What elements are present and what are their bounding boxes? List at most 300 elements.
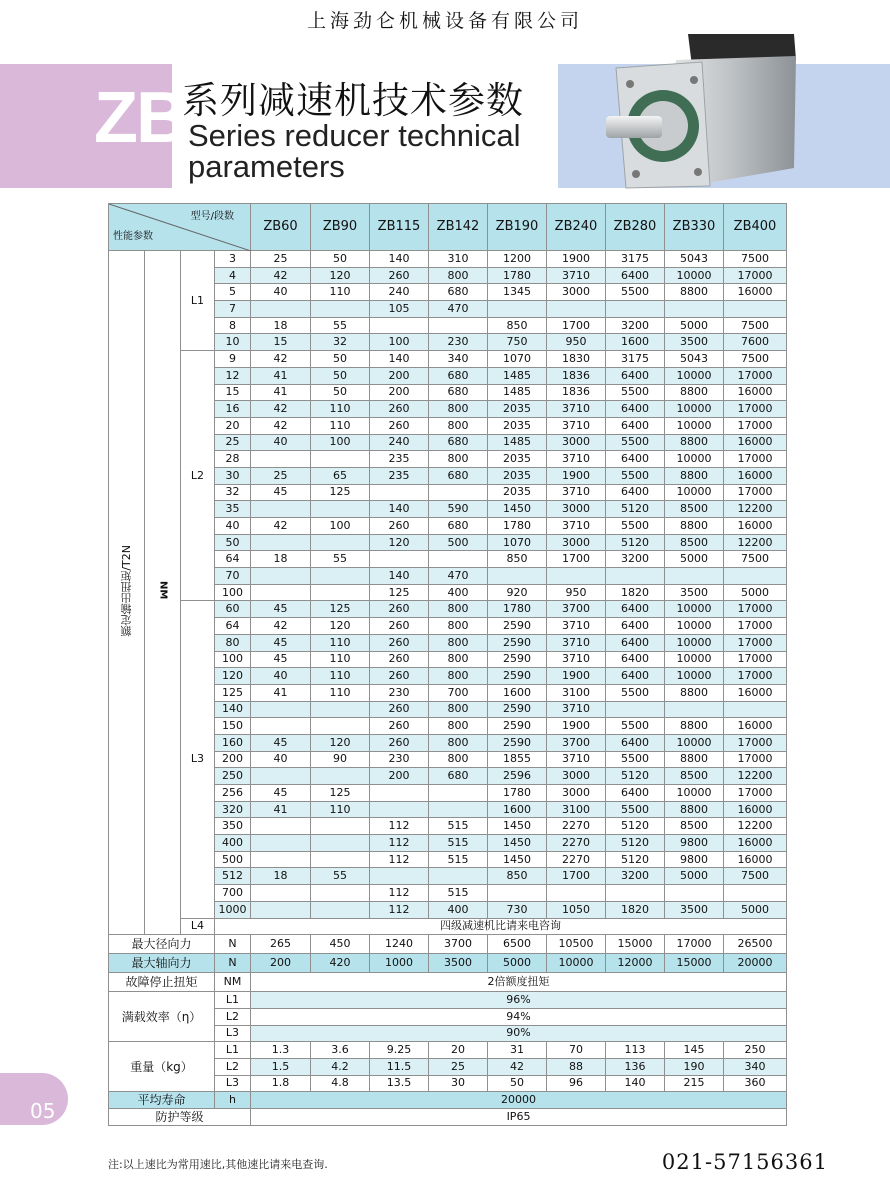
torque-value: 12200 (724, 501, 787, 518)
torque-value: 6400 (606, 734, 665, 751)
ratio-cell: 200 (215, 751, 251, 768)
torque-value: 3710 (547, 417, 606, 434)
torque-value: 112 (370, 818, 429, 835)
torque-value: 16000 (724, 801, 787, 818)
torque-value: 7600 (724, 334, 787, 351)
torque-value (311, 835, 370, 852)
torque-value: 6400 (606, 401, 665, 418)
torque-value: 40 (251, 284, 311, 301)
ratio-cell: 80 (215, 634, 251, 651)
torque-value: 3000 (547, 501, 606, 518)
weight-value: 190 (665, 1058, 724, 1075)
torque-value (665, 701, 724, 718)
torque-value: 17000 (724, 451, 787, 468)
torque-value: 16000 (724, 835, 787, 852)
torque-value: 2035 (488, 467, 547, 484)
torque-value: 6400 (606, 267, 665, 284)
torque-value (251, 851, 311, 868)
unit-cell: NM (215, 973, 251, 992)
torque-value: 2270 (547, 818, 606, 835)
torque-value: 3710 (547, 518, 606, 535)
torque-value: 470 (429, 568, 488, 585)
torque-value: 1450 (488, 851, 547, 868)
torque-value: 42 (251, 417, 311, 434)
weight-value: 250 (724, 1042, 787, 1059)
stage-label: L1 (215, 1042, 251, 1059)
torque-value (606, 701, 665, 718)
torque-value: 850 (488, 317, 547, 334)
torque-value: 230 (370, 684, 429, 701)
torque-value: 125 (370, 584, 429, 601)
torque-value: 850 (488, 868, 547, 885)
torque-value: 260 (370, 618, 429, 635)
force-value: 420 (311, 954, 370, 973)
torque-value: 1700 (547, 317, 606, 334)
torque-value: 260 (370, 601, 429, 618)
torque-value: 1700 (547, 551, 606, 568)
torque-value: 55 (311, 868, 370, 885)
weight-value: 50 (488, 1075, 547, 1092)
torque-value: 800 (429, 601, 488, 618)
ratio-cell: 20 (215, 417, 251, 434)
torque-value: 5043 (665, 251, 724, 268)
torque-value: 8500 (665, 534, 724, 551)
torque-value: 800 (429, 417, 488, 434)
torque-value: 920 (488, 584, 547, 601)
torque-value: 1600 (606, 334, 665, 351)
torque-value: 16000 (724, 684, 787, 701)
ratio-cell: 100 (215, 651, 251, 668)
torque-value: 3175 (606, 351, 665, 368)
force-value: 1000 (370, 954, 429, 973)
torque-value: 25 (251, 467, 311, 484)
title-english-line2: parameters (188, 149, 345, 184)
torque-value: 5500 (606, 718, 665, 735)
torque-value: 235 (370, 451, 429, 468)
torque-value: 6400 (606, 651, 665, 668)
torque-value (311, 768, 370, 785)
weight-value: 88 (547, 1058, 606, 1075)
weight-value: 140 (606, 1075, 665, 1092)
torque-value: 2035 (488, 401, 547, 418)
torque-value: 800 (429, 718, 488, 735)
model-header: ZB330 (665, 204, 724, 251)
torque-value: 10000 (665, 634, 724, 651)
torque-value: 65 (311, 467, 370, 484)
ratio-cell: 3 (215, 251, 251, 268)
weight-value: 113 (606, 1042, 665, 1059)
stage-label: L1 (215, 992, 251, 1009)
weight-value: 9.25 (370, 1042, 429, 1059)
torque-value: 10000 (665, 451, 724, 468)
torque-value: 3000 (547, 785, 606, 802)
force-value: 10000 (547, 954, 606, 973)
torque-value: 515 (429, 835, 488, 852)
torque-value: 17000 (724, 401, 787, 418)
torque-row (109, 601, 787, 618)
torque-value: 3000 (547, 284, 606, 301)
torque-value: 45 (251, 634, 311, 651)
ratio-cell: 60 (215, 601, 251, 618)
ratio-cell: 64 (215, 551, 251, 568)
torque-value: 2270 (547, 851, 606, 868)
torque-value: 6400 (606, 618, 665, 635)
torque-value: 730 (488, 901, 547, 918)
torque-value: 260 (370, 668, 429, 685)
torque-value: 1485 (488, 384, 547, 401)
torque-value: 16000 (724, 851, 787, 868)
torque-value: 42 (251, 401, 311, 418)
torque-value (547, 885, 606, 902)
torque-value: 3710 (547, 701, 606, 718)
torque-value: 10000 (665, 367, 724, 384)
torque-value (311, 501, 370, 518)
torque-value: 400 (429, 584, 488, 601)
torque-value: 5000 (724, 901, 787, 918)
torque-value: 15 (251, 334, 311, 351)
torque-value: 17000 (724, 734, 787, 751)
weight-value: 1.5 (251, 1058, 311, 1075)
torque-value: 9800 (665, 851, 724, 868)
torque-value: 2035 (488, 417, 547, 434)
torque-value (665, 568, 724, 585)
torque-value: 800 (429, 751, 488, 768)
torque-value: 2590 (488, 701, 547, 718)
torque-value: 680 (429, 367, 488, 384)
torque-value: 140 (370, 568, 429, 585)
torque-value: 1900 (547, 668, 606, 685)
stage-label: L3 (215, 1025, 251, 1042)
torque-value (724, 885, 787, 902)
torque-value: 16000 (724, 284, 787, 301)
torque-value: 41 (251, 384, 311, 401)
torque-value: 1700 (547, 868, 606, 885)
torque-value: 850 (488, 551, 547, 568)
planetary-reducer-image (606, 26, 806, 196)
torque-value: 2590 (488, 718, 547, 735)
weight-value: 4.2 (311, 1058, 370, 1075)
weight-value: 25 (429, 1058, 488, 1075)
torque-value: 3700 (547, 734, 606, 751)
torque-value: 125 (311, 484, 370, 501)
torque-value: 950 (547, 334, 606, 351)
torque-value: 110 (311, 684, 370, 701)
title-chinese: 系列减速机技术参数 (182, 79, 524, 122)
weight-value: 42 (488, 1058, 547, 1075)
model-header: ZB280 (606, 204, 665, 251)
torque-value: 2590 (488, 634, 547, 651)
torque-value: 16000 (724, 518, 787, 535)
ratio-cell: 140 (215, 701, 251, 718)
torque-value (251, 301, 311, 318)
torque-value: 800 (429, 734, 488, 751)
torque-value: 120 (311, 267, 370, 284)
torque-value: 2590 (488, 734, 547, 751)
ratio-cell: 28 (215, 451, 251, 468)
torque-value: 3710 (547, 451, 606, 468)
torque-value: 5500 (606, 434, 665, 451)
torque-value (311, 818, 370, 835)
torque-value: 230 (370, 751, 429, 768)
force-value: 3700 (429, 935, 488, 954)
header-diagonal-cell (109, 204, 251, 251)
torque-value: 10000 (665, 734, 724, 751)
unit-cell: N (215, 935, 251, 954)
torque-value: 3700 (547, 601, 606, 618)
torque-value: 200 (370, 768, 429, 785)
company-name: 上海劲仑机械设备有限公司 (306, 10, 583, 32)
torque-value (311, 534, 370, 551)
unit-cell: h (215, 1092, 251, 1109)
torque-value: 2035 (488, 484, 547, 501)
torque-value (606, 568, 665, 585)
torque-value: 1200 (488, 251, 547, 268)
torque-value: 8800 (665, 518, 724, 535)
weight-value: 215 (665, 1075, 724, 1092)
torque-value: 7500 (724, 251, 787, 268)
torque-unit: NM (157, 581, 169, 600)
torque-value: 6400 (606, 367, 665, 384)
torque-value: 1900 (547, 467, 606, 484)
torque-value: 6400 (606, 785, 665, 802)
ratio-cell: 1000 (215, 901, 251, 918)
torque-value (311, 451, 370, 468)
torque-value (429, 551, 488, 568)
force-value: 26500 (724, 935, 787, 954)
torque-value: 400 (429, 901, 488, 918)
torque-value: 1450 (488, 501, 547, 518)
torque-value: 8800 (665, 718, 724, 735)
service-life-label: 平均寿命 (109, 1092, 215, 1109)
torque-value: 200 (370, 367, 429, 384)
torque-value: 6400 (606, 601, 665, 618)
torque-value: 90 (311, 751, 370, 768)
torque-label: 额定输出扭矩/T2N (119, 544, 133, 637)
efficiency-value: 96% (251, 992, 787, 1009)
torque-value: 1070 (488, 351, 547, 368)
torque-value (606, 301, 665, 318)
torque-value: 235 (370, 467, 429, 484)
torque-value (370, 551, 429, 568)
torque-value: 7500 (724, 351, 787, 368)
torque-value: 10000 (665, 651, 724, 668)
torque-value: 1600 (488, 801, 547, 818)
torque-value: 5120 (606, 501, 665, 518)
torque-value: 3710 (547, 618, 606, 635)
torque-value: 230 (429, 334, 488, 351)
force-value: 265 (251, 935, 311, 954)
torque-value: 470 (429, 301, 488, 318)
torque-value (311, 584, 370, 601)
torque-value: 680 (429, 384, 488, 401)
torque-value: 10000 (665, 267, 724, 284)
torque-value: 8800 (665, 284, 724, 301)
torque-value (547, 301, 606, 318)
torque-value: 1450 (488, 835, 547, 852)
torque-value: 2590 (488, 668, 547, 685)
ratio-cell: 35 (215, 501, 251, 518)
torque-value (311, 851, 370, 868)
model-header: ZB115 (370, 204, 429, 251)
ratio-cell: 10 (215, 334, 251, 351)
torque-value: 8800 (665, 467, 724, 484)
torque-value: 100 (311, 434, 370, 451)
torque-value (429, 317, 488, 334)
torque-value: 1780 (488, 785, 547, 802)
torque-value: 112 (370, 851, 429, 868)
torque-value: 42 (251, 351, 311, 368)
torque-value: 10000 (665, 401, 724, 418)
ratio-cell: 15 (215, 384, 251, 401)
ratio-cell: 50 (215, 534, 251, 551)
torque-value (370, 785, 429, 802)
torque-value: 42 (251, 618, 311, 635)
torque-value: 5120 (606, 851, 665, 868)
torque-value (429, 484, 488, 501)
torque-label-cell (109, 251, 145, 935)
ratio-cell: 500 (215, 851, 251, 868)
torque-value: 6400 (606, 634, 665, 651)
torque-value (488, 568, 547, 585)
torque-value: 100 (370, 334, 429, 351)
torque-value: 5120 (606, 768, 665, 785)
torque-value: 42 (251, 267, 311, 284)
torque-value: 110 (311, 651, 370, 668)
weight-value: 70 (547, 1042, 606, 1059)
service-life-value: 20000 (251, 1092, 787, 1109)
torque-value: 5500 (606, 384, 665, 401)
torque-value: 260 (370, 267, 429, 284)
ratio-cell: 30 (215, 467, 251, 484)
torque-value: 3710 (547, 401, 606, 418)
ratio-cell: 64 (215, 618, 251, 635)
torque-value (665, 885, 724, 902)
torque-value: 55 (311, 317, 370, 334)
torque-value: 800 (429, 401, 488, 418)
emergency-stop-value: 2倍额度扭矩 (251, 973, 787, 992)
torque-value: 260 (370, 701, 429, 718)
torque-value: 6400 (606, 668, 665, 685)
ratio-cell: 32 (215, 484, 251, 501)
torque-value: 10000 (665, 618, 724, 635)
torque-value (370, 484, 429, 501)
torque-value: 7500 (724, 551, 787, 568)
torque-value (251, 584, 311, 601)
emergency-stop-row (109, 973, 787, 992)
efficiency-value: 90% (251, 1025, 787, 1042)
ratio-cell: 7 (215, 301, 251, 318)
torque-value: 800 (429, 267, 488, 284)
torque-value: 5500 (606, 467, 665, 484)
torque-value (251, 451, 311, 468)
ratio-cell: 256 (215, 785, 251, 802)
torque-value: 500 (429, 534, 488, 551)
torque-value: 8800 (665, 684, 724, 701)
page-number: 05 (30, 1099, 56, 1123)
ratio-cell: 125 (215, 684, 251, 701)
torque-value (429, 801, 488, 818)
torque-value: 1780 (488, 267, 547, 284)
ratio-cell: 512 (215, 868, 251, 885)
torque-value: 1050 (547, 901, 606, 918)
torque-value: 800 (429, 651, 488, 668)
torque-value: 3000 (547, 434, 606, 451)
weight-value: 20 (429, 1042, 488, 1059)
torque-value: 10000 (665, 785, 724, 802)
torque-value (251, 718, 311, 735)
ratio-cell: 5 (215, 284, 251, 301)
torque-value: 16000 (724, 384, 787, 401)
torque-value (370, 868, 429, 885)
torque-value: 17000 (724, 601, 787, 618)
torque-value: 120 (311, 734, 370, 751)
weight-value: 96 (547, 1075, 606, 1092)
torque-value (488, 885, 547, 902)
torque-value: 5000 (665, 868, 724, 885)
torque-value (251, 701, 311, 718)
torque-value: 680 (429, 768, 488, 785)
stage-label: L1 (181, 251, 215, 351)
torque-value: 260 (370, 518, 429, 535)
torque-value (251, 901, 311, 918)
torque-value: 1830 (547, 351, 606, 368)
torque-value: 515 (429, 851, 488, 868)
torque-value: 41 (251, 367, 311, 384)
torque-value: 3500 (665, 584, 724, 601)
torque-value (311, 885, 370, 902)
torque-value: 45 (251, 484, 311, 501)
torque-value: 140 (370, 251, 429, 268)
torque-value (251, 835, 311, 852)
torque-value: 18 (251, 868, 311, 885)
weight-label: 重量（kg） (109, 1042, 215, 1092)
torque-value: 110 (311, 401, 370, 418)
phone-number: 021-57156361 (661, 1150, 828, 1174)
torque-value: 3200 (606, 868, 665, 885)
force-value: 200 (251, 954, 311, 973)
torque-value: 8800 (665, 751, 724, 768)
torque-value: 3100 (547, 684, 606, 701)
torque-value: 3710 (547, 634, 606, 651)
weight-value: 31 (488, 1042, 547, 1059)
header-model-label: 型号/段数 (190, 211, 234, 222)
model-header: ZB60 (251, 204, 311, 251)
l4-row (109, 918, 787, 935)
torque-value (724, 568, 787, 585)
torque-value: 125 (311, 785, 370, 802)
weight-value: 30 (429, 1075, 488, 1092)
ratio-cell: 150 (215, 718, 251, 735)
torque-value: 950 (547, 584, 606, 601)
torque-value: 45 (251, 785, 311, 802)
axial-force-label: 最大轴向力 (109, 954, 215, 973)
torque-value: 3710 (547, 651, 606, 668)
torque-value: 50 (311, 384, 370, 401)
torque-value: 17000 (724, 484, 787, 501)
torque-value: 800 (429, 701, 488, 718)
efficiency-label: 满载效率（η） (109, 992, 215, 1042)
torque-value: 10000 (665, 417, 724, 434)
torque-value: 8800 (665, 384, 724, 401)
radial-force-row (109, 935, 787, 954)
footnote: 注:以上速比为常用速比,其他速比请来电查询. (108, 1158, 328, 1171)
torque-value: 680 (429, 518, 488, 535)
torque-value: 2596 (488, 768, 547, 785)
l4-note: 四级减速机比请来电咨询 (215, 918, 787, 935)
torque-value: 590 (429, 501, 488, 518)
torque-value: 260 (370, 417, 429, 434)
weight-value: 4.8 (311, 1075, 370, 1092)
